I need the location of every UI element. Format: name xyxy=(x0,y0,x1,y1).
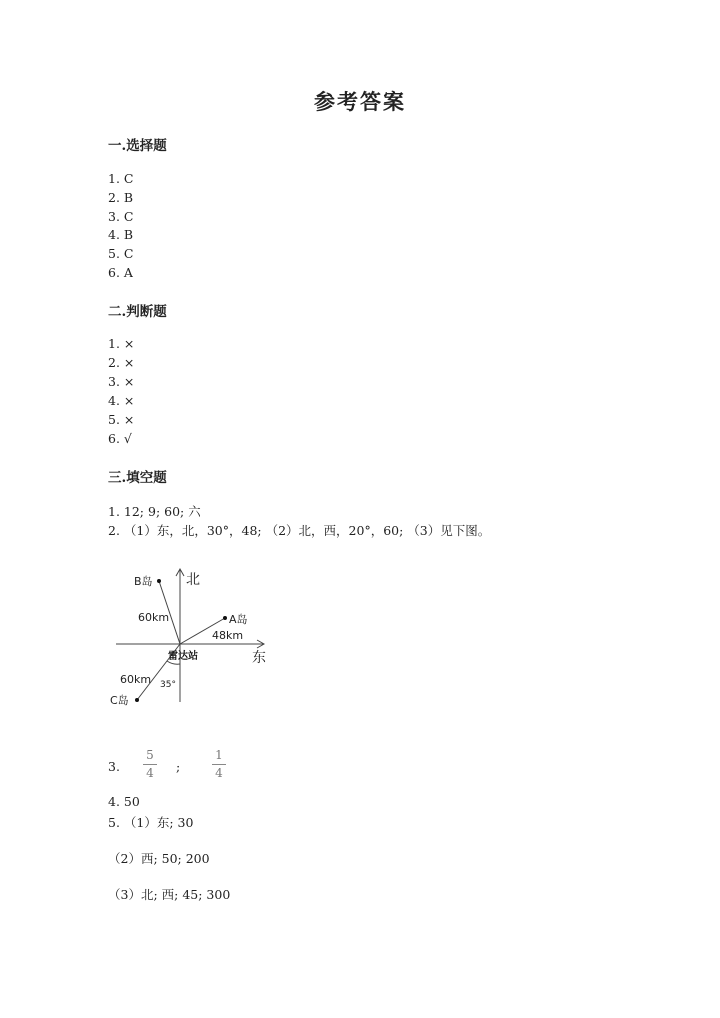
fraction-five-fourths xyxy=(143,748,157,780)
fill-answer-3-label: 3. xyxy=(108,759,120,774)
judge-answer: 6. √ xyxy=(108,431,132,446)
judge-answer: 3. × xyxy=(108,374,135,389)
a-distance-label: 48km xyxy=(212,629,244,642)
fill-answer-5b: （2）西; 50; 200 xyxy=(108,851,210,866)
fraction-denominator: 4 xyxy=(215,766,223,780)
section-heading-fill: 三.填空题 xyxy=(108,470,167,486)
c-island-label: C岛 xyxy=(110,694,129,707)
choice-answer: 1. C xyxy=(108,171,134,186)
a-island-point xyxy=(223,616,227,620)
b-distance-label: 60km xyxy=(138,611,170,624)
c-island-point xyxy=(135,698,139,702)
fill-answer-5a: 5. （1）东; 30 xyxy=(108,815,194,830)
section-heading-judge: 二.判断题 xyxy=(108,304,167,320)
judge-answer: 4. × xyxy=(108,393,135,408)
choice-answer: 6. A xyxy=(108,265,133,280)
choice-answer: 3. C xyxy=(108,209,134,224)
east-label: 东 xyxy=(252,650,266,666)
fraction-numerator: 1 xyxy=(215,748,223,762)
fraction-numerator: 5 xyxy=(146,748,154,762)
fraction-denominator: 4 xyxy=(146,766,154,780)
choice-answer: 2. B xyxy=(108,190,134,205)
fill-answer-2: 2. （1）东，北，30°，48; （2）北，西，20°，60; （3）见下图。 xyxy=(108,523,491,538)
judge-answer: 5. × xyxy=(108,412,135,427)
radar-direction-diagram xyxy=(100,562,280,712)
fraction-one-fourth xyxy=(212,748,226,780)
b-island-label: B岛 xyxy=(134,575,153,588)
choice-answer: 5. C xyxy=(108,246,134,261)
judge-answer: 2. × xyxy=(108,355,135,370)
b-island-point xyxy=(157,579,161,583)
page-title: 参考答案 xyxy=(314,89,406,114)
c-distance-label: 60km xyxy=(120,673,152,686)
choice-answer: 4. B xyxy=(108,227,134,242)
fill-answer-5c: （3）北; 西; 45; 300 xyxy=(108,887,231,902)
a-island-label: A岛 xyxy=(229,613,248,626)
judge-answer: 1. × xyxy=(108,336,135,351)
fill-answer-1: 1. 12; 9; 60; 六 xyxy=(108,504,201,519)
center-label: 雷达站 xyxy=(168,651,198,662)
angle-label: 35° xyxy=(160,680,176,690)
fill-answer-4: 4. 50 xyxy=(108,794,140,809)
fraction-separator: ; xyxy=(176,759,181,774)
section-heading-choice: 一.选择题 xyxy=(108,138,167,154)
north-label: 北 xyxy=(186,572,200,588)
